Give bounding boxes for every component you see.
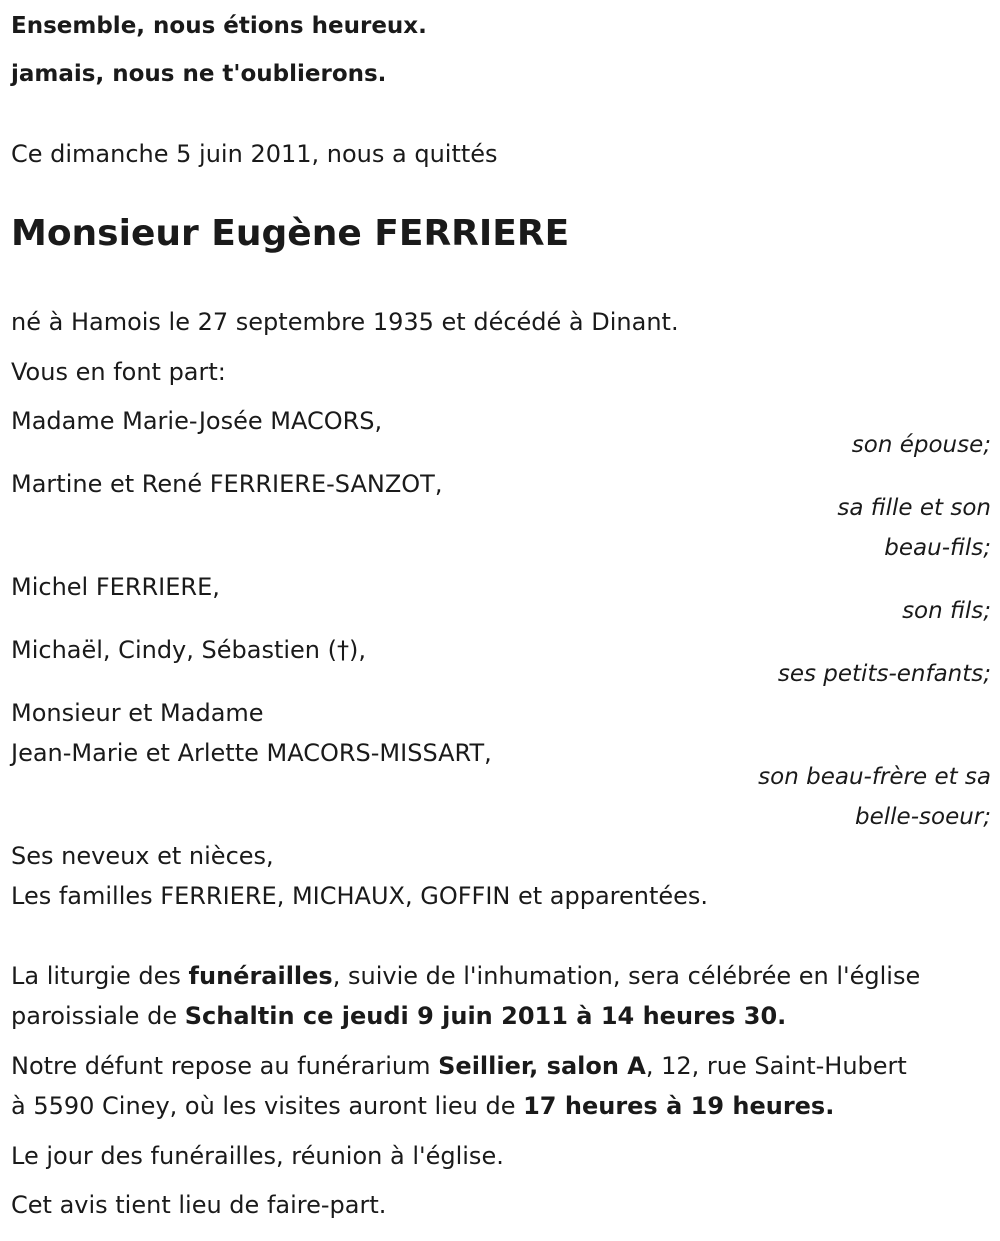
funerarium-paragraph-line-1 [11, 1051, 907, 1081]
meeting-text: Le jour des funérailles, réunion à l'église. [11, 1142, 504, 1170]
funeral-paragraph-line-2 [11, 1001, 786, 1031]
funeral-text: paroissiale de [11, 1002, 185, 1030]
deceased-name: Monsieur Eugène FERRIERE [11, 213, 570, 254]
inlaws-name-line-1: Monsieur et Madame [11, 699, 264, 727]
funerarium-text: Notre défunt repose au funérarium [11, 1052, 439, 1080]
spouse-relation: son épouse; [851, 432, 991, 458]
notice-text: Cet avis tient lieu de faire-part. [11, 1191, 387, 1219]
funerarium-paragraph-line-2 [11, 1091, 834, 1121]
daughter-name: Martine et René FERRIERE-SANZOT, [11, 470, 443, 498]
funerarium-text: , 12, rue Saint-Hubert [645, 1052, 907, 1080]
son-relation: son fils; [902, 598, 991, 624]
funeral-date-highlight: Schaltin ce jeudi 9 juin 2011 à 14 heures 30. [184, 1002, 787, 1030]
poem-line-2: jamais, nous ne t'oublierons. [11, 61, 387, 87]
spouse-name: Madame Marie-Josée MACORS, [11, 407, 383, 435]
funerarium-text: à 5590 Ciney, où les visites auront lieu de [11, 1092, 524, 1120]
intro-text: Vous en font part: [11, 358, 226, 386]
grandchildren-relation: ses petits-enfants; [777, 661, 991, 687]
funeral-highlight: funérailles [188, 962, 333, 990]
funeral-paragraph-line-1 [11, 961, 920, 991]
families-text: Les familles FERRIERE, MICHAUX, GOFFIN et apparentées. [11, 882, 709, 910]
daughter-relation-line-1: sa fille et son [837, 495, 991, 521]
grandchildren-names: Michaël, Cindy, Sébastien (†), [11, 636, 366, 664]
visiting-hours-highlight: 17 heures à 19 heures. [523, 1092, 835, 1120]
funeral-text: La liturgie des [11, 962, 189, 990]
daughter-relation-line-2: beau-fils; [884, 535, 991, 561]
birth-death-text: né à Hamois le 27 septembre 1935 et décédé à Dinant. [11, 308, 679, 336]
inlaws-name-line-2: Jean-Marie et Arlette MACORS-MISSART, [11, 739, 492, 767]
poem-line-1: Ensemble, nous étions heureux. [11, 13, 427, 39]
inlaws-relation-line-1: son beau-frère et sa [758, 764, 991, 790]
son-name: Michel FERRIERE, [11, 573, 220, 601]
inlaws-relation-line-2: belle-soeur; [855, 804, 991, 830]
announcement-text: Ce dimanche 5 juin 2011, nous a quittés [11, 140, 498, 168]
funerarium-highlight: Seillier, salon A [438, 1052, 646, 1080]
nephews-text: Ses neveux et nièces, [11, 842, 274, 870]
funeral-text: , suivie de l'inhumation, sera célébrée en l'église [332, 962, 921, 990]
